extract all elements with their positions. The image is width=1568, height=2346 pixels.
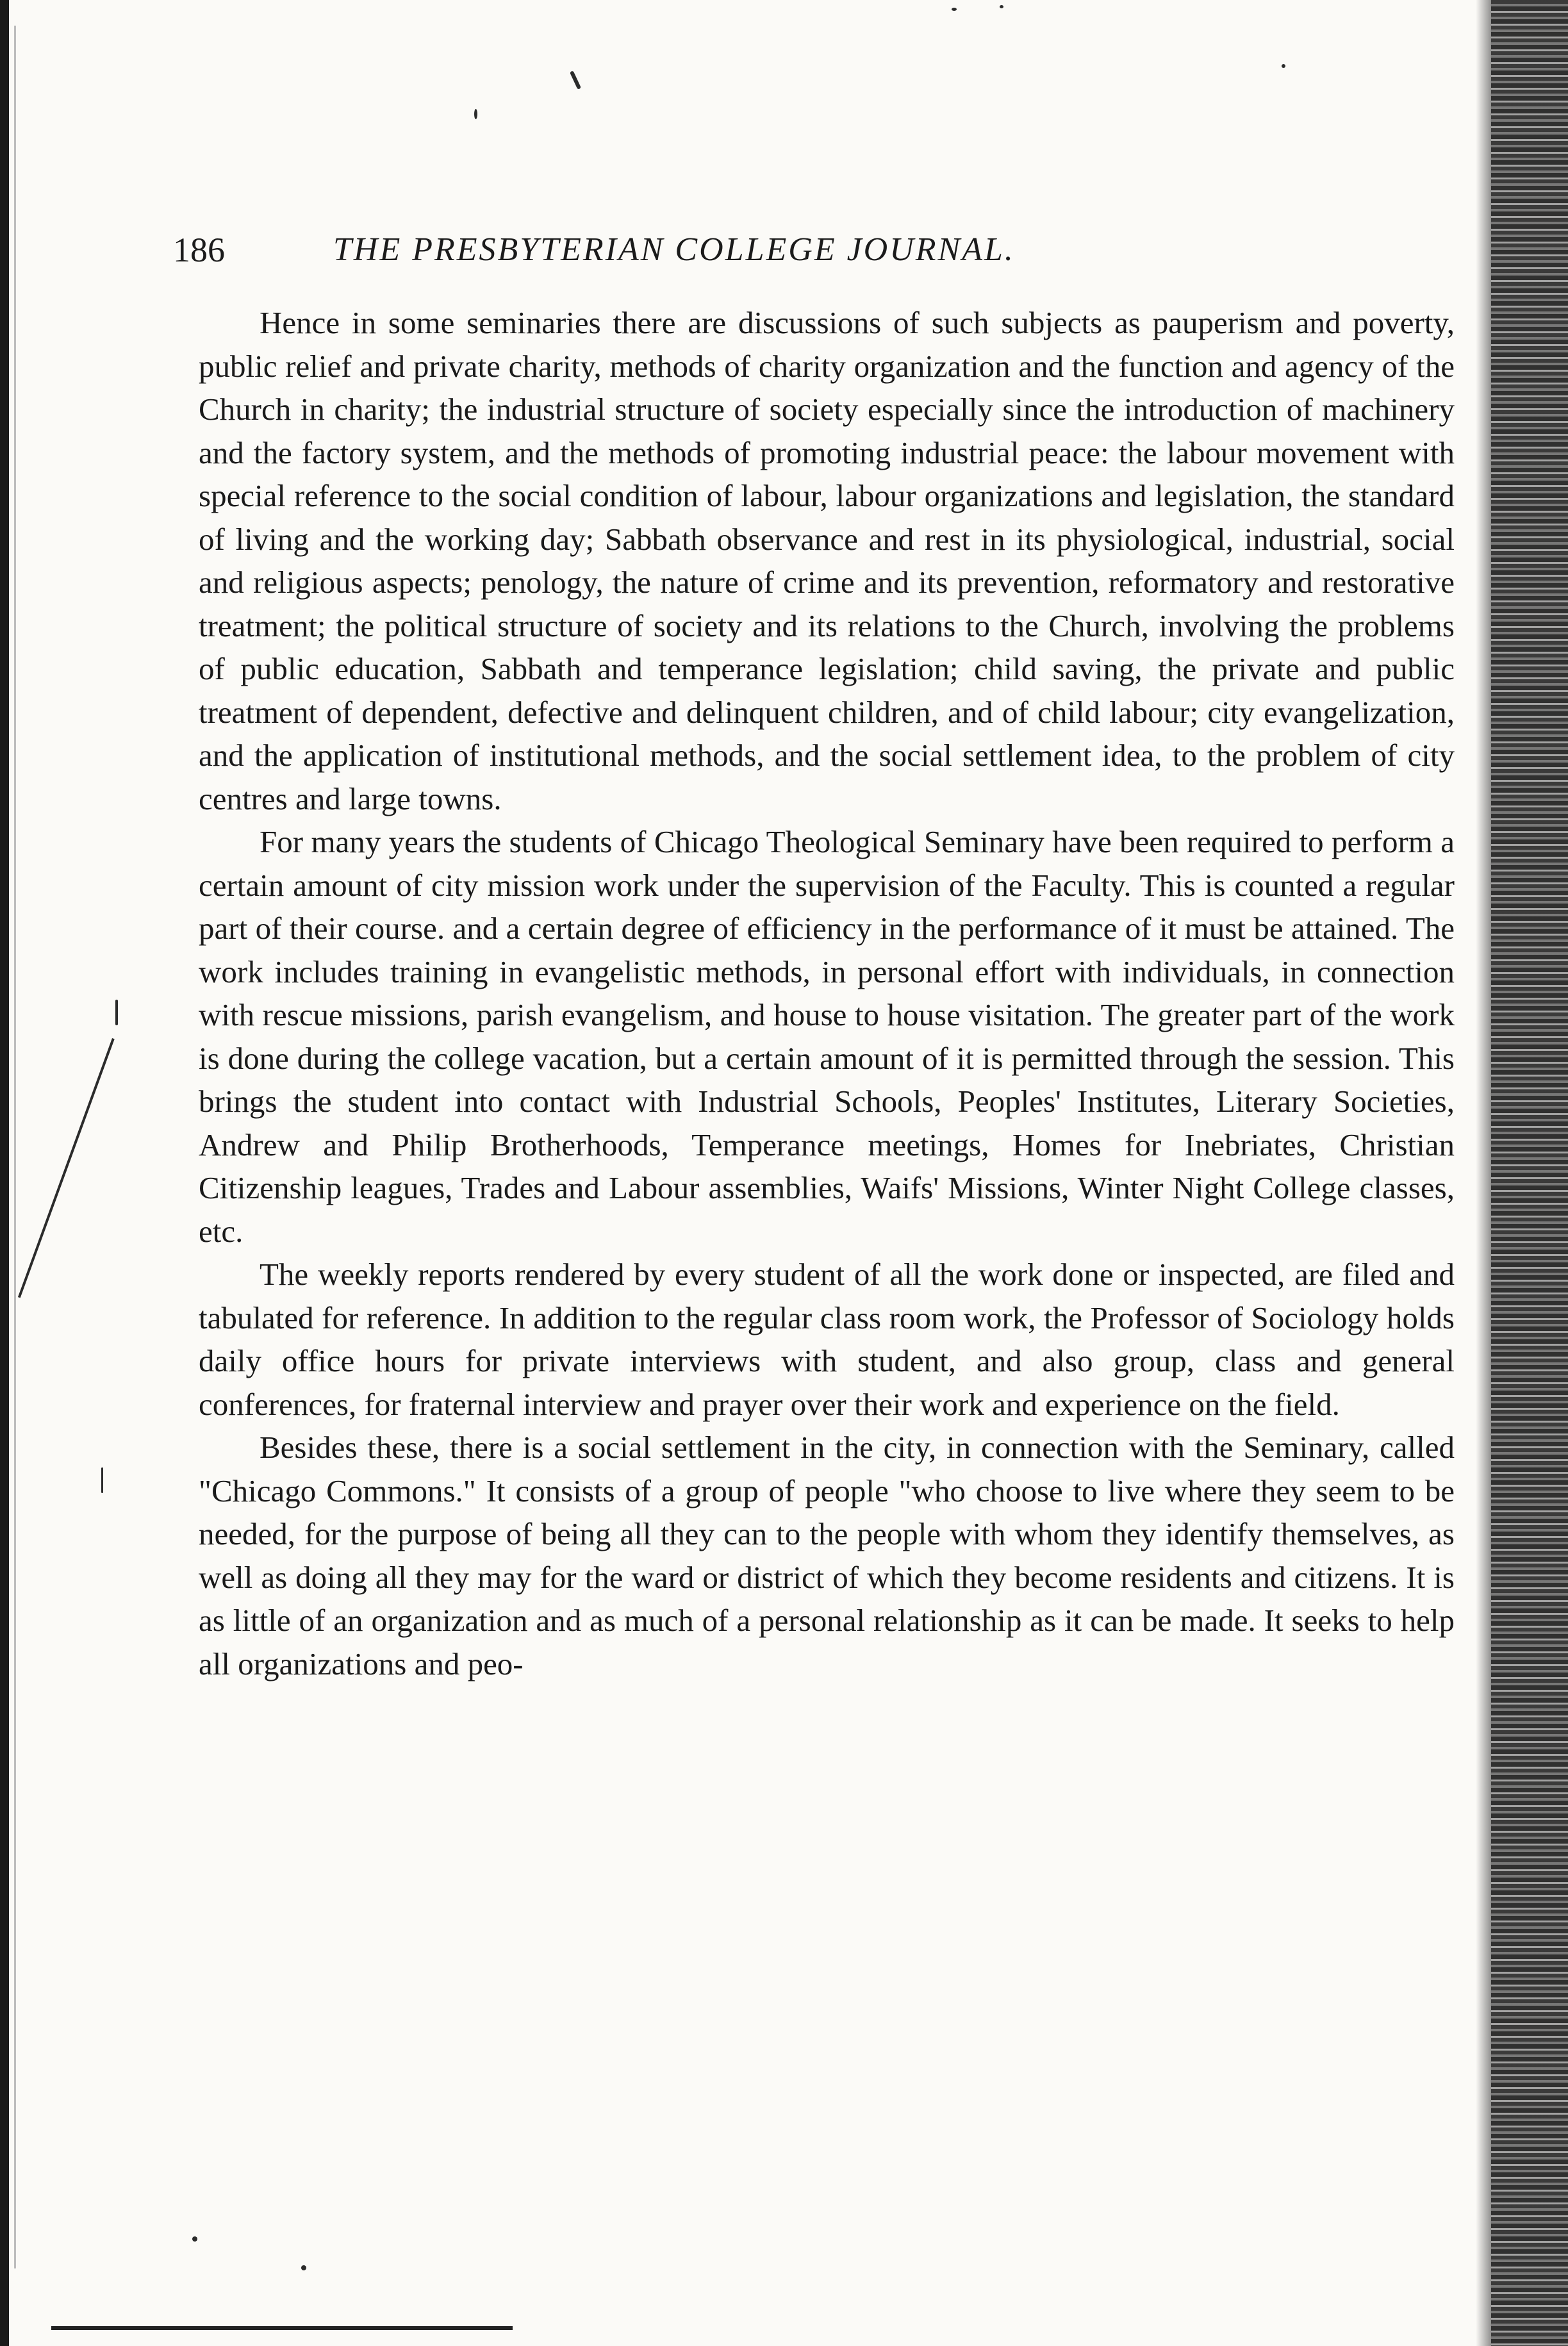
ink-speck [952, 8, 957, 11]
paragraph: For many years the students of Chicago Theological Seminary have been required to perform a certain amount of city mission work under the supervision of the Faculty. This is counted a regular part of their course. and a certain degree of efficiency in the performance of it must be attained. The work includes training in evangelistic methods, in personal effort with individuals, in connection with rescue missions, parish evangelism, and house to house visitation. The greater part of the work is done during the college vacation, but a certain amount of it is permitted through the session. This brings the student into contact with Industrial Schools, Peoples' Institutes, Literary Societies, Andrew and Philip Brotherhoods, Temperance meetings, Homes for Inebriates, Christian Citizenship leagues, Trades and Labour assemblies, Waifs' Missions, Winter Night College classes, etc. [199, 824, 1455, 1249]
paragraph: Besides these, there is a social settlement in the city, in connection with the Seminary, called "Chicago Commons." It consists of a group of people "who choose to live where they seem to be needed, for the purpose of being all they can to the people with whom they identify themselves, as well as doing all they may for the ward or district of which they become residents and citizens. It is as little of an organization and as much of a personal relationship as it can be made. It seeks to help all organizations and peo- [199, 1430, 1455, 1681]
ink-speck [301, 2265, 306, 2270]
scan-edge-line [14, 26, 16, 2268]
ink-speck [101, 1467, 103, 1493]
ink-speck [570, 70, 581, 90]
running-title: THE PRESBYTERIAN COLLEGE JOURNAL. [333, 231, 1015, 268]
ink-speck [474, 109, 477, 119]
page-number: 186 [173, 231, 225, 269]
paragraph: Hence in some seminaries there are discussions of such subjects as pauperism and poverty, public relief and private charity, methods of charity organization and the function and agency of the Church in charity; the industrial structure of society especially since the introduction of machinery and the factory system, and the methods of promoting industrial peace: the labour movement with special reference to the social condition of labour, labour organizations and legislation, the standard of living and the working day; Sabbath observance and rest in its physiological, industrial, social and religious aspects; penology, the nature of crime and its prevention, reformatory and restorative treatment; the political structure of society and its relations to the Church, involving the problems of public education, Sabbath and temperance legislation; child saving, the private and public treatment of dependent, defective and delinquent children, and of child labour; city evangelization, and the application of institutional methods, and the social settlement idea, to the problem of city centres and large towns. [199, 305, 1455, 816]
ink-speck [115, 1000, 118, 1025]
page-header [173, 224, 1391, 276]
scan-edge-right [1491, 0, 1568, 2346]
paragraph: The weekly reports rendered by every student of all the work done or inspected, are filed and tabulated for reference. In addition to the regular class room work, the Professor of Sociology holds daily office hours for private interviews with student, and also group, class and general conferences, for fraternal interview and prayer over their work and experience on the field. [199, 1257, 1455, 1422]
bottom-scan-rule [51, 2326, 513, 2330]
ink-speck [192, 2236, 197, 2242]
scan-edge-left [0, 0, 9, 2346]
scan-edge-shadow [1476, 0, 1491, 2346]
article-body [199, 301, 1455, 1685]
ink-speck [1282, 64, 1285, 68]
margin-pencil-mark [18, 1038, 115, 1298]
ink-speck [1000, 5, 1003, 8]
